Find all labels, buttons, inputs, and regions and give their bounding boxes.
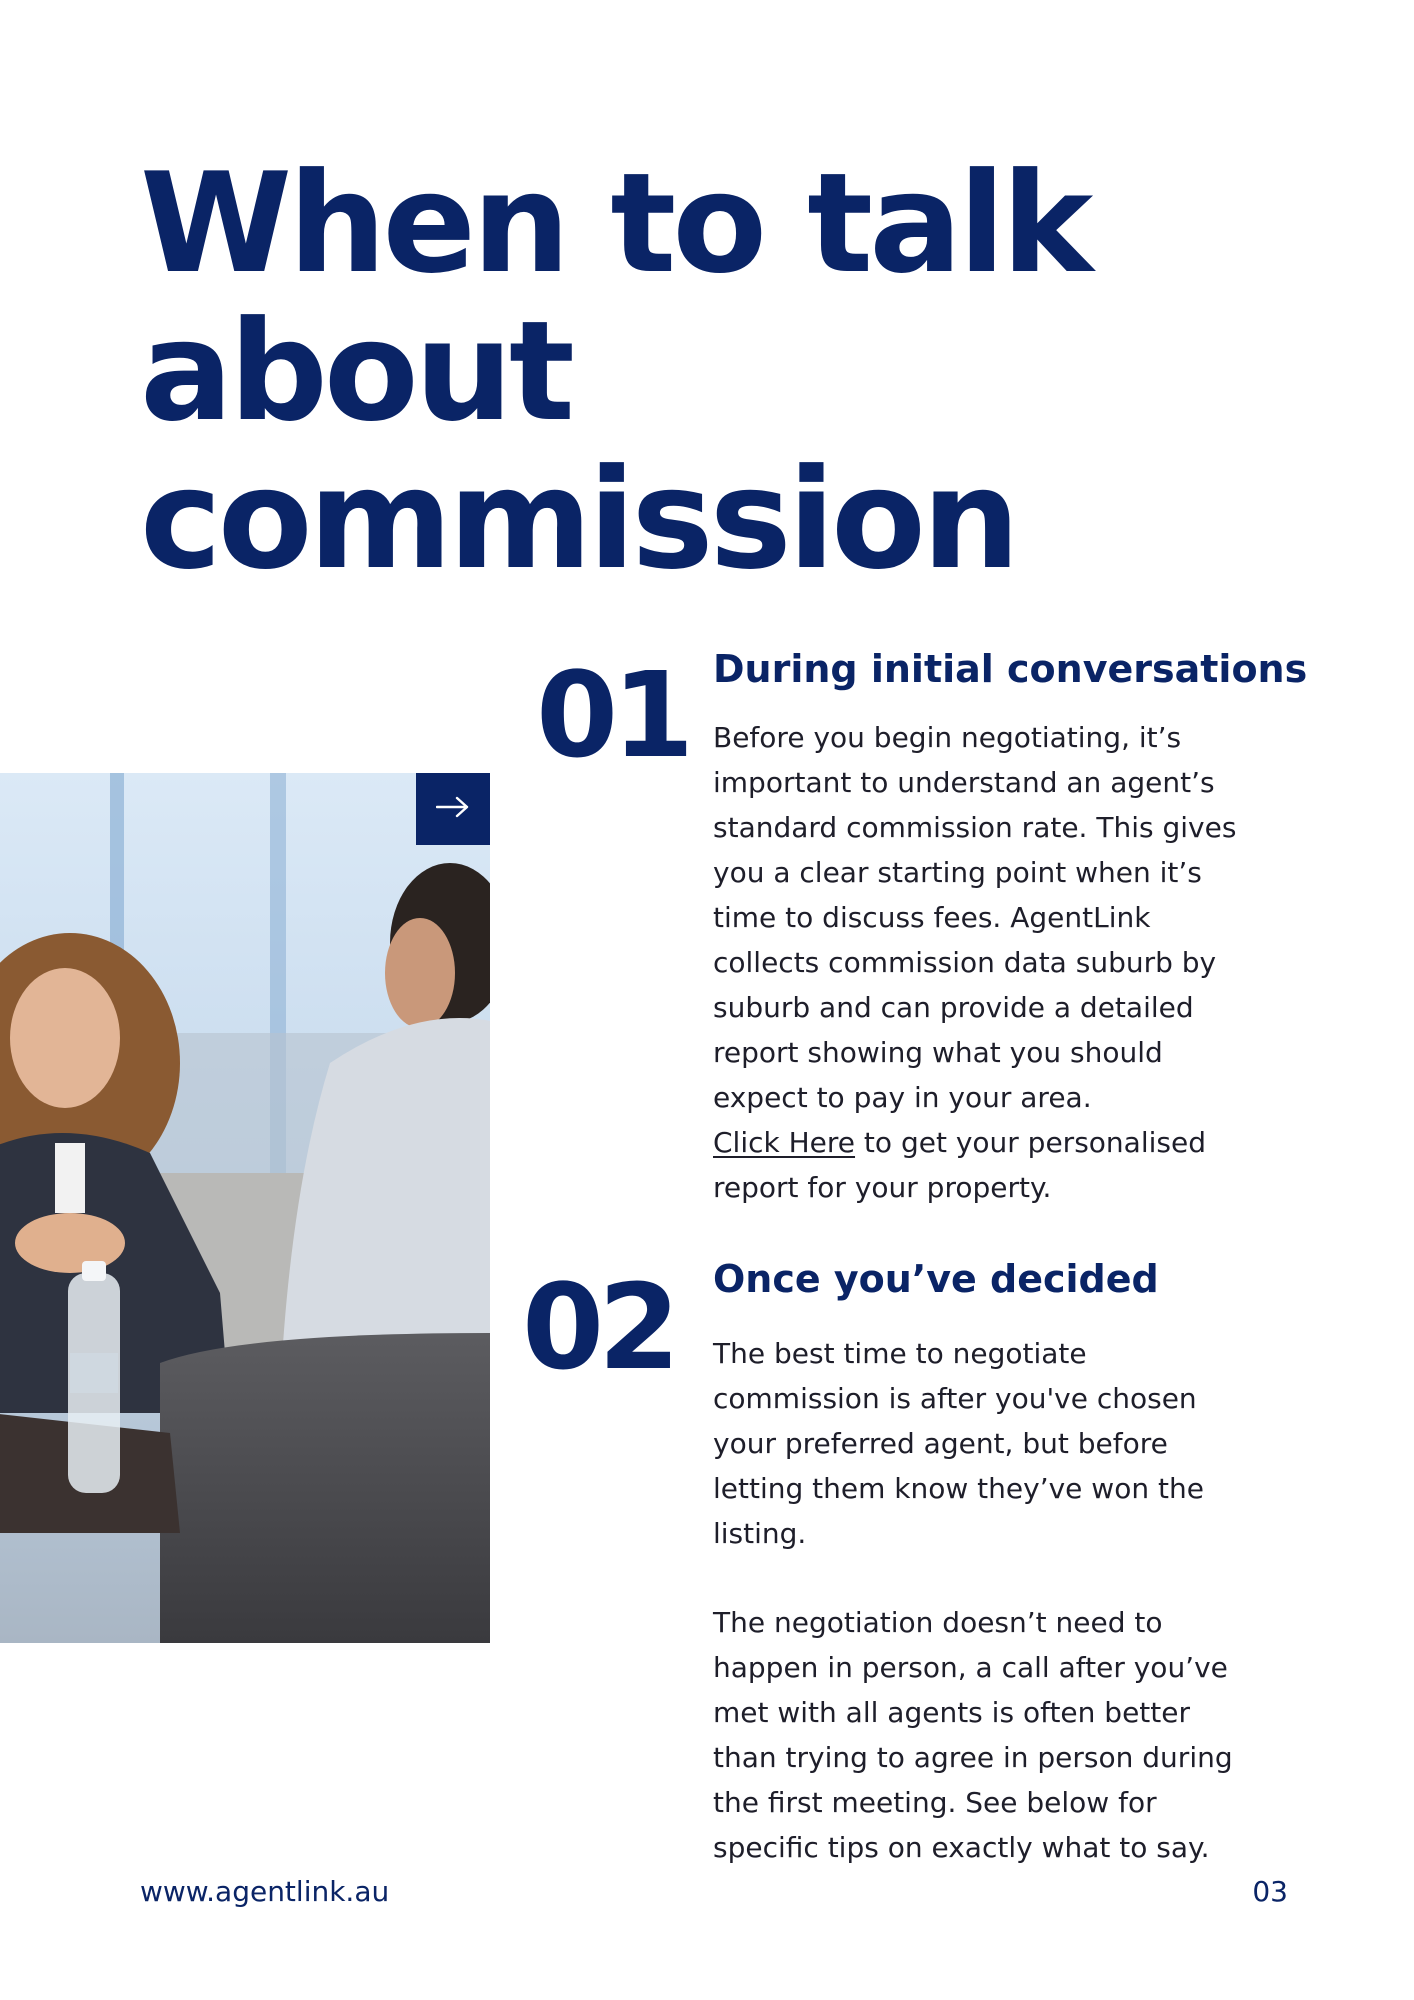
body-line: the first meeting. See below for <box>713 1786 1157 1819</box>
body-line: specific tips on exactly what to say. <box>713 1831 1210 1864</box>
section-heading-initial-conversations: During initial conversations <box>713 647 1308 691</box>
body-line: The best time to negotiate <box>713 1337 1087 1370</box>
body-line: met with all agents is often better <box>713 1696 1190 1729</box>
arrow-right-icon <box>436 796 470 823</box>
body-line: letting them know they’ve won the <box>713 1472 1204 1505</box>
link-suffix-text: to get your personalised <box>855 1126 1206 1159</box>
section-body-once-decided-paragraph-2 <box>713 1600 1313 1870</box>
body-line: Before you begin negotiating, it’s <box>713 721 1182 754</box>
body-line: report for your property. <box>713 1171 1052 1204</box>
title-line-2: about <box>140 291 571 452</box>
section-body-once-decided-paragraph-1 <box>713 1331 1313 1556</box>
title-line-3: commission <box>140 439 1017 600</box>
section-body-initial-conversations <box>713 715 1313 1210</box>
title-line-1: When to talk <box>140 143 1090 304</box>
click-here-link[interactable]: Click Here <box>713 1126 856 1159</box>
body-line: The negotiation doesn’t need to <box>713 1606 1163 1639</box>
body-line-with-link <box>713 1120 1313 1165</box>
page-title <box>140 143 1140 600</box>
section-number-02: 02 <box>522 1258 675 1396</box>
body-line: standard commission rate. This gives <box>713 811 1237 844</box>
body-line: important to understand an agent’s <box>713 766 1215 799</box>
body-line: collects commission data suburb by <box>713 946 1217 979</box>
footer-website-link[interactable]: www.agentlink.au <box>140 1875 390 1908</box>
body-line: suburb and can provide a detailed <box>713 991 1194 1024</box>
page-number: 03 <box>1252 1875 1288 1908</box>
body-line: you a clear starting point when it’s <box>713 856 1202 889</box>
meeting-photo <box>0 773 490 1643</box>
body-line: commission is after you've chosen <box>713 1382 1197 1415</box>
body-line: your preferred agent, but before <box>713 1427 1168 1460</box>
body-line: happen in person, a call after you’ve <box>713 1651 1228 1684</box>
section-heading-once-decided: Once you’ve decided <box>713 1257 1159 1301</box>
body-line: than trying to agree in person during <box>713 1741 1233 1774</box>
section-number-01: 01 <box>536 646 689 784</box>
body-line: time to discuss fees. AgentLink <box>713 901 1151 934</box>
body-line: report showing what you should <box>713 1036 1163 1069</box>
arrow-button[interactable] <box>416 773 490 845</box>
body-line: listing. <box>713 1517 807 1550</box>
body-line: expect to pay in your area. <box>713 1081 1092 1114</box>
